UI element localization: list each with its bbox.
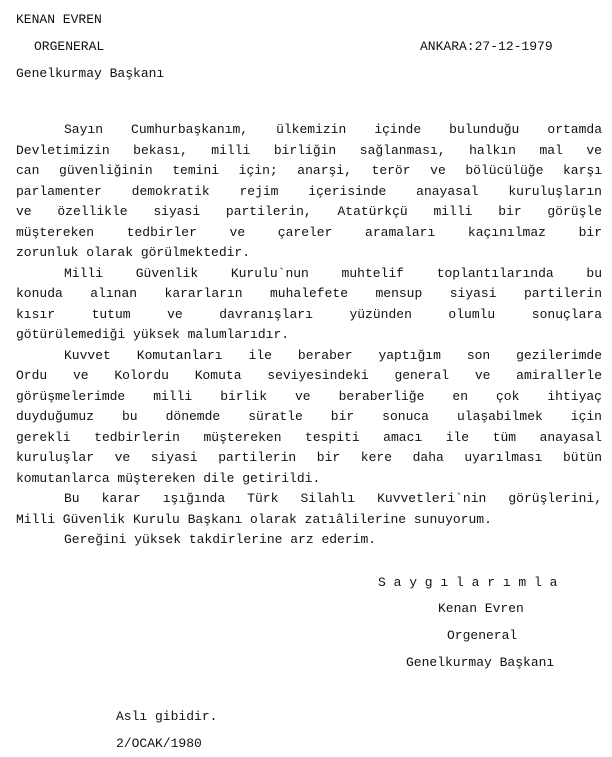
body-line: gerekli tedbirlerin müştereken tespiti amacı ile tüm anayasal — [16, 429, 602, 445]
signatory-title: Genelkurmay Başkanı — [406, 655, 555, 670]
body-line: Gereğini yüksek takdirlerine arz ederim. — [64, 532, 377, 547]
certified-date: 2/OCAK/1980 — [116, 736, 202, 751]
body-line: parlamenter demokratik rejim içerisinde anayasal kuruluşların — [16, 183, 602, 199]
body-line: Sayın Cumhurbaşkanım, ülkemizin içinde bulunduğu ortamda — [64, 122, 602, 137]
certified-copy-note: Aslı gibidir. — [116, 709, 218, 724]
body-line: Milli Güvenlik Kurulu`nun muhtelif toplantılarında bu — [64, 265, 602, 281]
body-line: ve özellikle siyasi partilerin, Atatürkçü milli bir görüşle — [16, 204, 602, 219]
body-line: konuda alınan kararların muhalefete mensup siyasi partilerin — [16, 286, 602, 301]
body-line: kısır tutum ve davranışları yüzünden olumlu sonuçlara — [16, 306, 602, 322]
sender-rank: ORGENERAL — [34, 39, 105, 54]
body-line: Devletimizin bekası, milli birliğin sağlanması, halkın mal ve — [16, 142, 602, 158]
body-line: Bu karar ışığında Türk Silahlı Kuvvetleri`nin görüşlerini, — [64, 491, 602, 506]
signatory-name: Kenan Evren — [438, 601, 524, 616]
sender-title: Genelkurmay Başkanı — [16, 66, 165, 81]
body-line: duyduğumuz bu dönemde süratle bir sonuca ulaşabilmek için — [16, 409, 602, 424]
closing-salutation: S a y g ı l a r ı m l a — [378, 575, 558, 590]
body-line: zorunluk olarak görülmektedir. — [16, 245, 251, 260]
body-line: Ordu ve Kolordu Komuta seviyesindeki general ve amirallerle — [16, 368, 602, 383]
body-line: kuruluşlar ve siyasi partilerin bir kere daha uyarılması bütün — [16, 450, 602, 465]
body-line: komutanlarca müştereken dile getirildi. — [16, 470, 321, 486]
body-line: götürülemediği yüksek malumlarıdır. — [16, 327, 290, 342]
body-line: Kuvvet Komutanları ile beraber yaptığım son gezilerimde — [64, 347, 602, 363]
body-line: can güvenliğinin temini için; anarşi, terör ve bölücülüğe karşı — [16, 163, 602, 178]
letter-body — [16, 120, 602, 551]
place-date: ANKARA:27-12-1979 — [420, 39, 553, 54]
body-line: Milli Güvenlik Kurulu Başkanı olarak zatıâlilerine sunuyorum. — [16, 511, 492, 527]
sender-name: KENAN EVREN — [16, 12, 102, 27]
body-line: görüşmelerimde milli birlik ve beraberliğe en çok ihtiyaç — [16, 388, 602, 404]
signatory-rank: Orgeneral — [447, 628, 518, 643]
body-line: müştereken tedbirler ve çareler aramaları kaçınılmaz bir — [16, 224, 602, 240]
